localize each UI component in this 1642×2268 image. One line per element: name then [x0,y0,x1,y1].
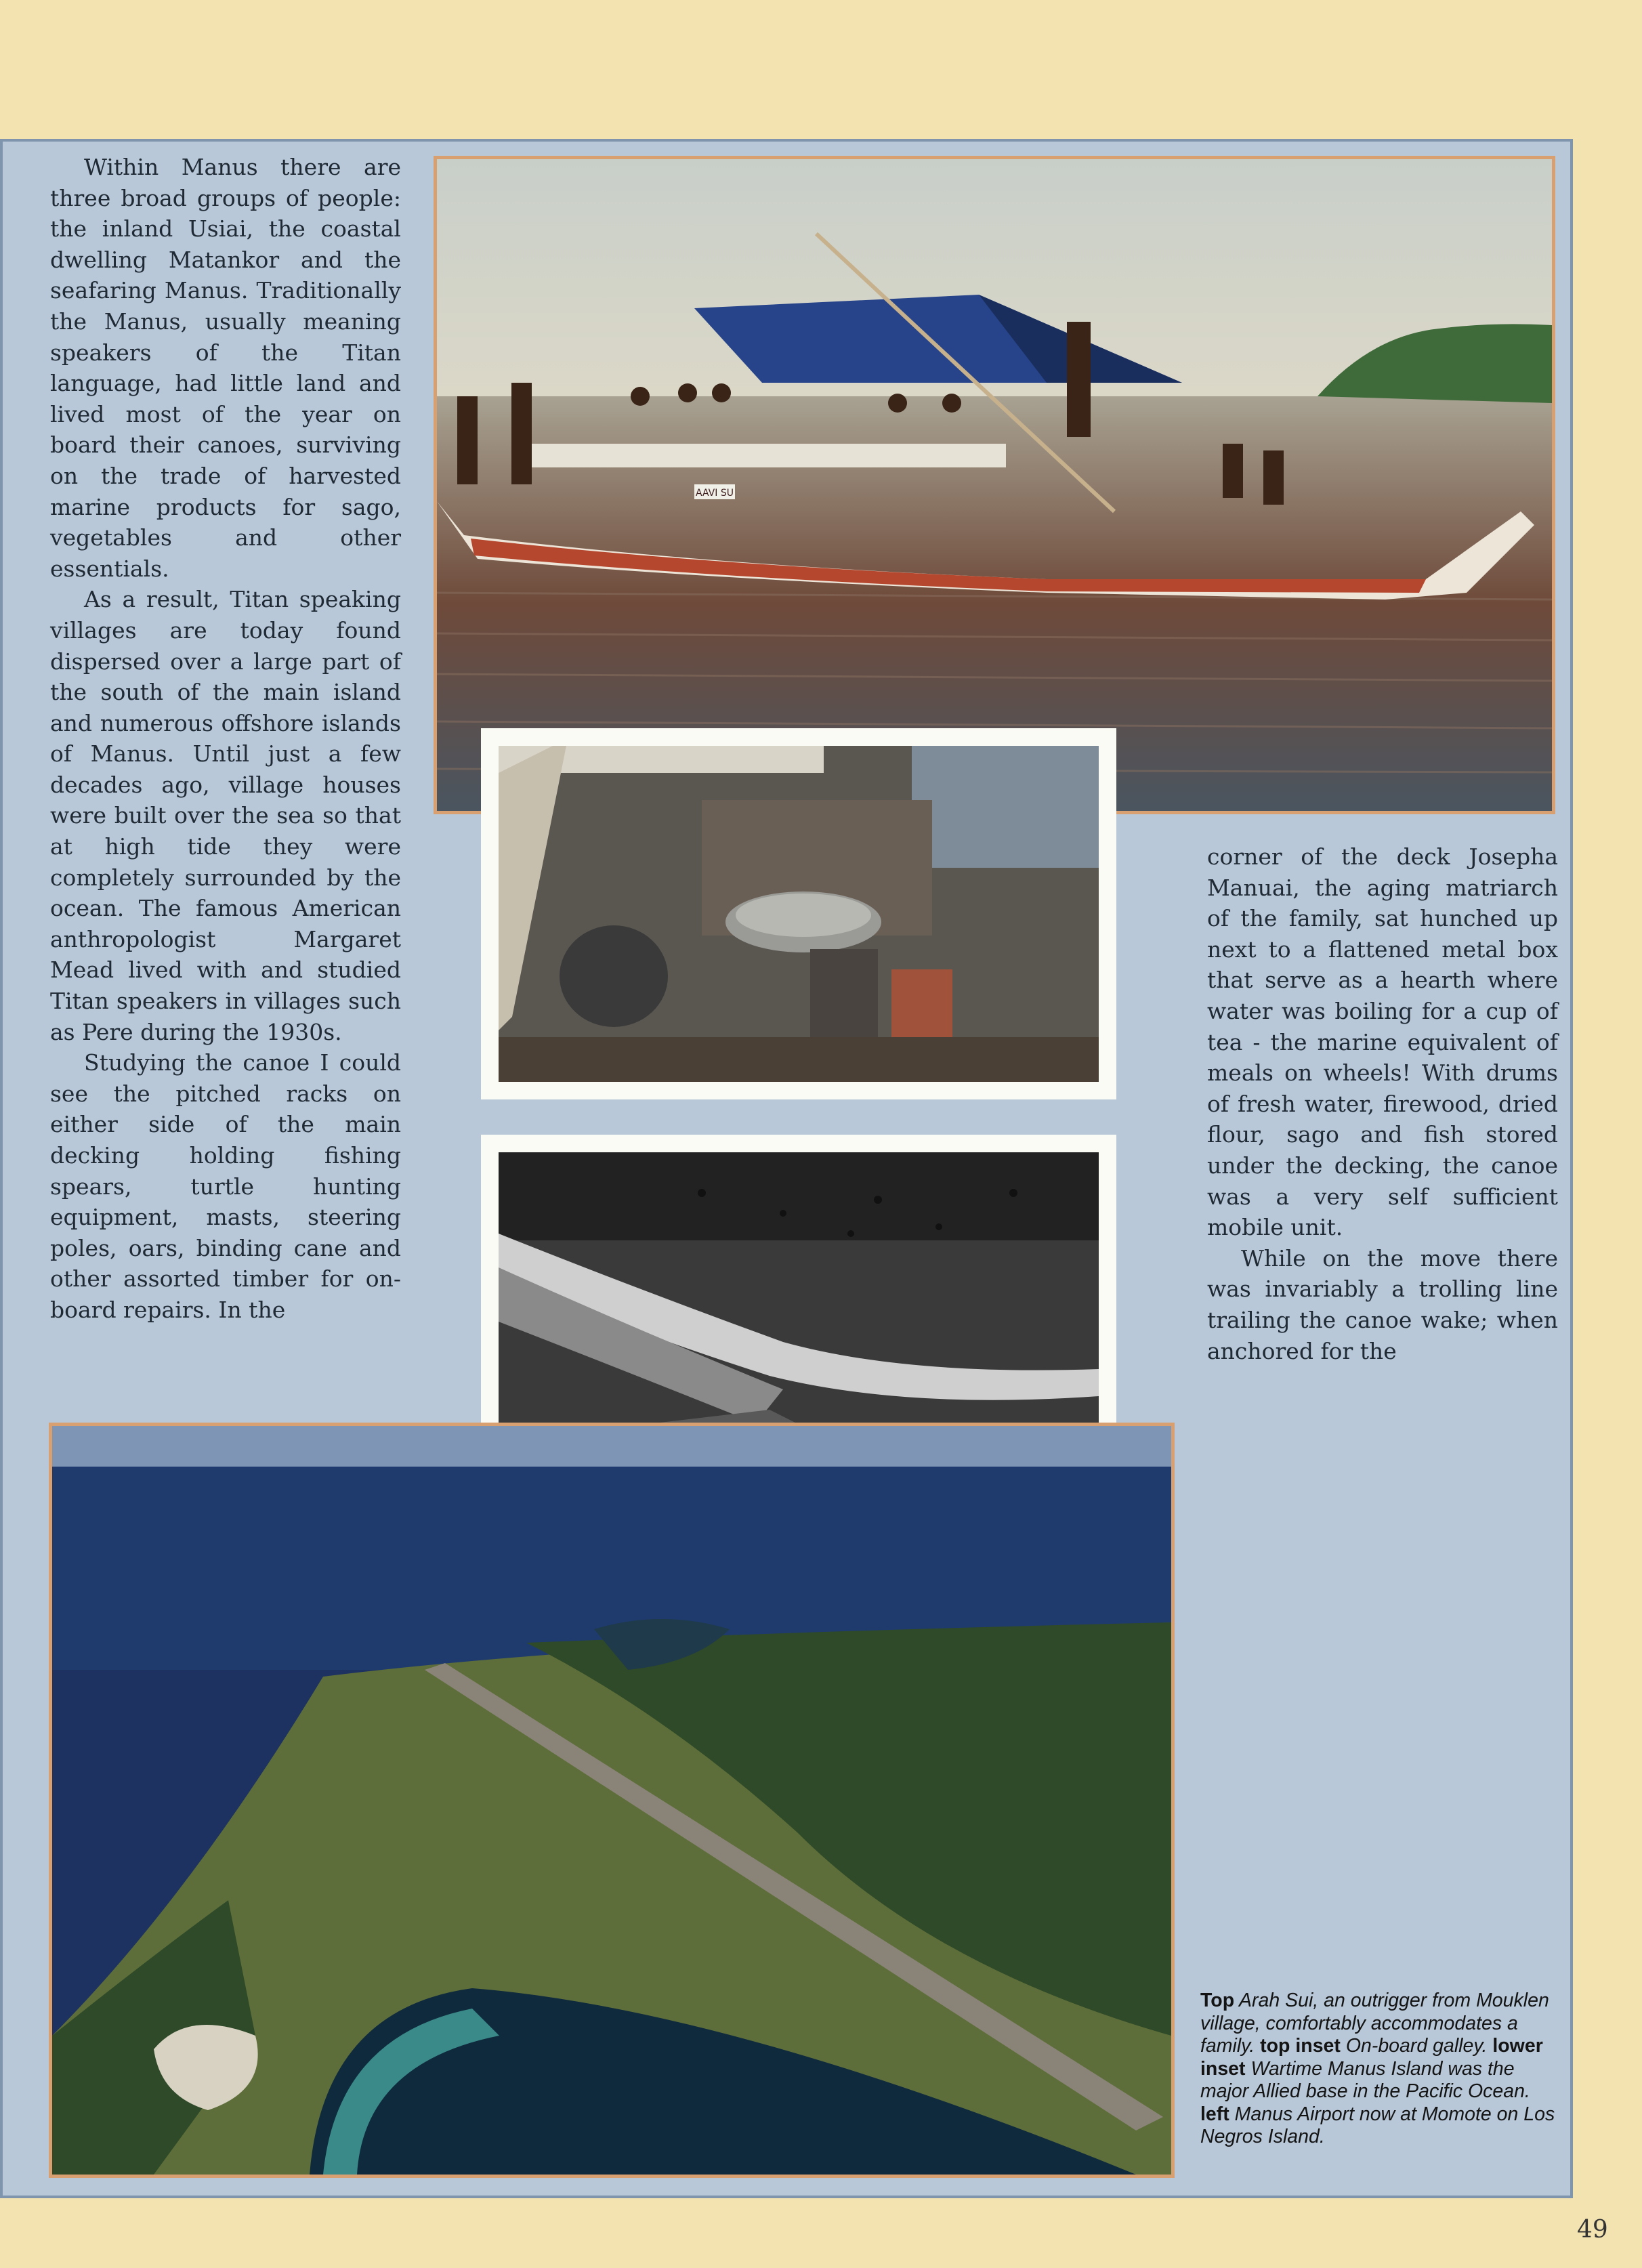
manus-airport-photo [49,1423,1175,2178]
paragraph-deck-corner: corner of the deck Josepha Manuai, the aging matriarch of the family, sat hunched up next to a flattened metal box that serve as a hearth where water was boiling for a cup of tea - the marine equivalent of meals on wheels! With drums of fresh water, firewood, dried flour, sago and fish stored under the decking, the canoe was a very self sufficient mobile unit. [1207,843,1558,1241]
canoe-name-text: AAVI SU [696,488,734,499]
page-number: 49 [1577,2216,1608,2244]
paragraph-studying-canoe: Studying the canoe I could see the pitched racks on either side of the main decking holding fishing spears, turtle hunting equipment, masts, steering poles, oars, binding cane and other assorted timber for on-board repairs. In the [50,1049,401,1323]
caption-label-lower-inset: lower inset [1200,2035,1543,2080]
galley-inset-photo [481,728,1116,1099]
paragraph-usiai-groups: Within Manus there are three broad groups of people: the inland Usiai, the coastal dwelling Matankor and the seafaring Manus. Traditionally the Manus, usually meaning speakers of the Titan language, had little land and lived most of the year on board their canoes, surviving on the trade of harvested marine products for sago, vegetables and other essentials. [50,154,401,582]
caption-label-top: Top [1200,1990,1235,2011]
caption-text-top: Arah Sui, an outrigger from Mouklen village, comfortably accommodates a family. [1200,1990,1549,2057]
canoe-photo [434,156,1555,814]
caption-label-top-inset: top inset [1260,2035,1341,2057]
caption-text-lower-inset: Wartime Manus Island was the major Allied base in the Pacific Ocean. [1200,2057,1530,2102]
caption-text-left: Manus Airport now at Momote on Los Negros Island. [1200,2103,1555,2147]
caption-label-left: left [1200,2103,1229,2125]
right-text-column [1207,841,1558,1366]
paragraph-trolling-line: While on the move there was invariably a trolling line trailing the canoe wake; when anchored for the [1207,1244,1558,1364]
paragraph-titan-villages: As a result, Titan speaking villages are today found dispersed over a large part of the south of the main island and numerous offshore islands of Manus. Until just a few decades ago, village houses were built over the sea so that at high tide they were completely surrounded by the ocean. The famous American anthropologist Margaret Mead lived with and studied Titan speakers in villages such as Pere during the 1930s. [50,586,401,1045]
caption-text-top-inset: On-board galley. [1340,2035,1493,2057]
left-text-column [50,152,401,1326]
photo-caption [1200,1990,1559,2149]
